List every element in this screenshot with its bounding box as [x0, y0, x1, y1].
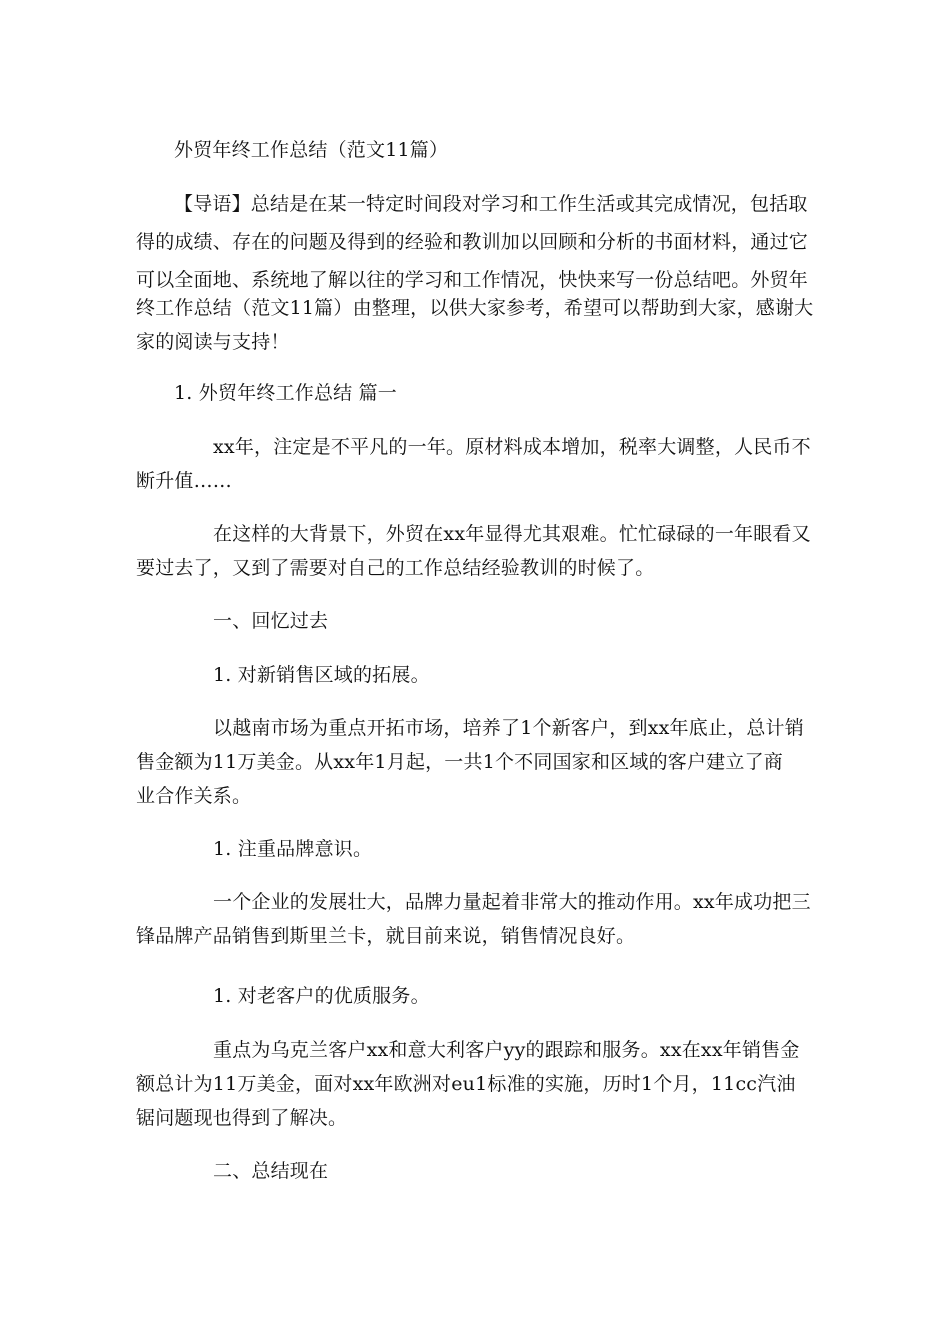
document-title: 外贸年终工作总结（范文11篇） [174, 139, 449, 161]
section-heading: 1. 外贸年终工作总结 篇一 [174, 382, 398, 404]
intro-line: 得的成绩、存在的问题及得到的经验和教训加以回顾和分析的书面材料，通过它 [136, 231, 809, 253]
paragraph-line: 锋品牌产品销售到斯里兰卡，就目前来说，销售情况良好。 [136, 925, 636, 947]
intro-line: 可以全面地、系统地了解以往的学习和工作情况，快快来写一份总结吧。外贸年 [136, 269, 809, 291]
subheading: 一、回忆过去 [213, 610, 329, 632]
paragraph-line: 售金额为11万美金。从xx年1月起，一共1个不同国家和区域的客户建立了商 [136, 751, 783, 773]
subheading: 1. 注重品牌意识。 [213, 838, 373, 860]
intro-line: 终工作总结（范文11篇）由整理，以供大家参考，希望可以帮助到大家，感谢大 [136, 297, 814, 319]
paragraph-line: xx年，注定是不平凡的一年。原材料成本增加，税率大调整，人民币不 [213, 436, 811, 458]
paragraph-line: 业合作关系。 [136, 785, 252, 807]
subheading: 1. 对新销售区域的拓展。 [213, 664, 430, 686]
paragraph-line: 断升值…… [136, 470, 233, 492]
paragraph-line: 在这样的大背景下，外贸在xx年显得尤其艰难。忙忙碌碌的一年眼看又 [213, 523, 811, 545]
intro-line: 【导语】总结是在某一特定时间段对学习和工作生活或其完成情况，包括取 [174, 193, 808, 215]
paragraph-line: 重点为乌克兰客户xx和意大利客户yy的跟踪和服务。xx在xx年销售金 [213, 1039, 800, 1061]
paragraph-line: 锯问题现也得到了解决。 [136, 1107, 348, 1129]
paragraph-line: 要过去了，又到了需要对自己的工作总结经验教训的时候了。 [136, 557, 655, 579]
paragraph-line: 额总计为11万美金，面对xx年欧洲对eu1标准的实施，历时1个月，11cc汽油 [136, 1073, 796, 1095]
subheading: 二、总结现在 [213, 1160, 329, 1182]
paragraph-line: 一个企业的发展壮大，品牌力量起着非常大的推动作用。xx年成功把三 [213, 891, 811, 913]
subheading: 1. 对老客户的优质服务。 [213, 985, 430, 1007]
intro-line: 家的阅读与支持！ [136, 331, 290, 353]
paragraph-line: 以越南市场为重点开拓市场，培养了1个新客户，到xx年底止，总计销 [213, 717, 804, 739]
